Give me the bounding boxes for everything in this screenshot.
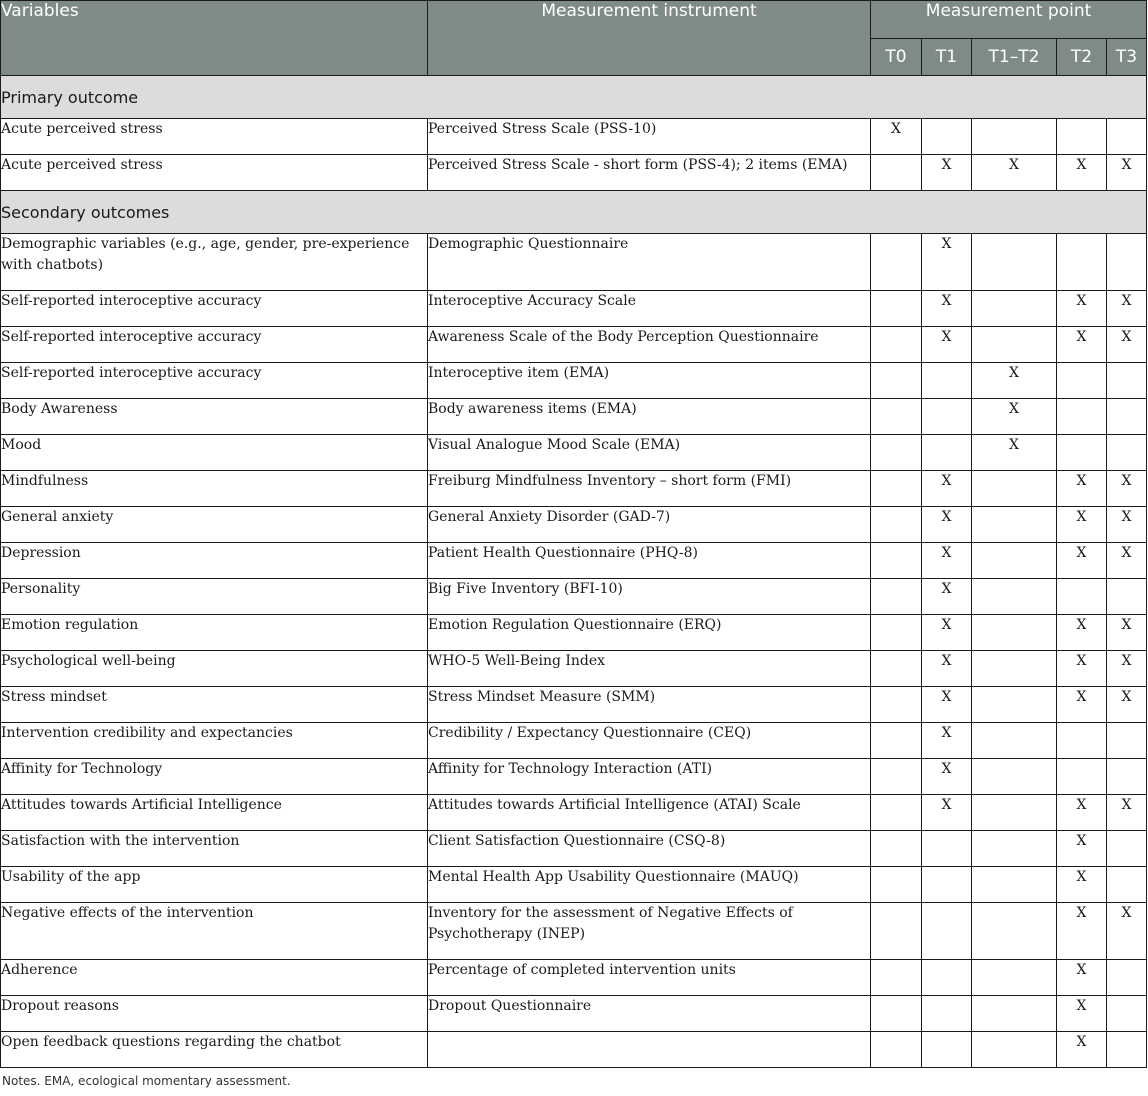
measurement-mark: X — [1107, 507, 1147, 543]
table-row — [1, 867, 1147, 903]
measurement-mark — [922, 903, 972, 960]
measurement-mark — [972, 795, 1057, 831]
instrument-cell: Emotion Regulation Questionnaire (ERQ) — [428, 615, 871, 651]
measurement-mark — [1057, 723, 1107, 759]
variable-cell: Self-reported interoceptive accuracy — [1, 291, 428, 327]
header-measurement-point: Measurement point — [871, 1, 1147, 39]
instrument-cell: Attitudes towards Artificial Intelligence (ATAI) Scale — [428, 795, 871, 831]
table-body — [1, 76, 1147, 1068]
measurement-mark — [871, 651, 922, 687]
measurement-mark — [972, 327, 1057, 363]
instrument-cell: Client Satisfaction Questionnaire (CSQ-8) — [428, 831, 871, 867]
measurement-mark: X — [1057, 615, 1107, 651]
table-note: Notes. EMA, ecological momentary assessment. — [2, 1074, 291, 1088]
measurement-mark — [972, 723, 1057, 759]
measurement-mark — [871, 831, 922, 867]
measurement-mark: X — [922, 471, 972, 507]
variable-cell: Affinity for Technology — [1, 759, 428, 795]
measurement-mark — [871, 471, 922, 507]
measurement-mark — [1107, 363, 1147, 399]
measurement-mark — [871, 234, 922, 291]
header-point-t2: T2 — [1057, 39, 1107, 76]
measurement-mark: X — [1057, 831, 1107, 867]
header-instrument: Measurement instrument — [428, 1, 871, 76]
measurement-mark: X — [1057, 960, 1107, 996]
measurement-mark — [871, 579, 922, 615]
measurement-mark: X — [1107, 543, 1147, 579]
measurement-mark: X — [1107, 651, 1147, 687]
measurement-mark: X — [1107, 155, 1147, 191]
measurement-mark — [871, 435, 922, 471]
measurement-mark: X — [1107, 471, 1147, 507]
measurement-mark — [871, 291, 922, 327]
measurement-mark — [972, 543, 1057, 579]
instrument-cell: Interoceptive item (EMA) — [428, 363, 871, 399]
variable-cell: Adherence — [1, 960, 428, 996]
measurement-mark — [871, 795, 922, 831]
measurement-mark — [922, 831, 972, 867]
table-row — [1, 234, 1147, 291]
variable-cell: Personality — [1, 579, 428, 615]
measurement-mark — [1107, 234, 1147, 291]
measurement-mark — [1107, 1032, 1147, 1068]
measurement-mark: X — [922, 759, 972, 795]
instrument-cell: WHO-5 Well-Being Index — [428, 651, 871, 687]
measurement-mark — [922, 363, 972, 399]
measurement-mark — [972, 615, 1057, 651]
instrument-cell: Perceived Stress Scale - short form (PSS-4); 2 items (EMA) — [428, 155, 871, 191]
table-row — [1, 471, 1147, 507]
measurement-mark — [871, 507, 922, 543]
table-row — [1, 155, 1147, 191]
table-row — [1, 759, 1147, 795]
table-row — [1, 543, 1147, 579]
table-row — [1, 903, 1147, 960]
measurement-mark — [1107, 399, 1147, 435]
table-row — [1, 831, 1147, 867]
measurement-mark — [972, 831, 1057, 867]
measurement-mark — [1107, 831, 1147, 867]
instrument-cell: Visual Analogue Mood Scale (EMA) — [428, 435, 871, 471]
measurement-mark — [922, 435, 972, 471]
measurement-mark — [972, 687, 1057, 723]
measurement-mark: X — [1057, 471, 1107, 507]
measurement-mark: X — [1057, 543, 1107, 579]
measurement-mark — [871, 399, 922, 435]
table-row — [1, 795, 1147, 831]
measurement-mark — [972, 579, 1057, 615]
variable-cell: Dropout reasons — [1, 996, 428, 1032]
measurement-mark — [1107, 960, 1147, 996]
variable-cell: Depression — [1, 543, 428, 579]
measurement-mark: X — [1057, 327, 1107, 363]
measurement-mark: X — [922, 543, 972, 579]
header-variables: Variables — [1, 1, 428, 76]
measurement-mark — [1107, 579, 1147, 615]
measurement-mark: X — [972, 399, 1057, 435]
variable-cell: General anxiety — [1, 507, 428, 543]
section-title: Secondary outcomes — [1, 191, 1147, 234]
measurement-mark — [972, 996, 1057, 1032]
variable-cell: Intervention credibility and expectancies — [1, 723, 428, 759]
measurement-mark: X — [922, 687, 972, 723]
measurement-mark: X — [922, 327, 972, 363]
measurement-mark: X — [1107, 795, 1147, 831]
table-row — [1, 687, 1147, 723]
measurement-mark — [1057, 234, 1107, 291]
instrument-cell: Mental Health App Usability Questionnaire (MAUQ) — [428, 867, 871, 903]
table-row — [1, 507, 1147, 543]
measurement-mark — [871, 903, 922, 960]
variable-cell: Demographic variables (e.g., age, gender, pre-experience with chatbots) — [1, 234, 428, 291]
measurement-mark — [871, 1032, 922, 1068]
instrument-cell: Patient Health Questionnaire (PHQ-8) — [428, 543, 871, 579]
instrument-cell: Freiburg Mindfulness Inventory – short form (FMI) — [428, 471, 871, 507]
table-row — [1, 1032, 1147, 1068]
variable-cell: Mood — [1, 435, 428, 471]
table-row — [1, 723, 1147, 759]
measurement-mark — [871, 615, 922, 651]
measurement-mark — [1057, 363, 1107, 399]
measurement-mark: X — [922, 651, 972, 687]
measurement-mark — [871, 960, 922, 996]
measurement-mark — [972, 291, 1057, 327]
measurement-mark — [871, 996, 922, 1032]
variable-cell: Self-reported interoceptive accuracy — [1, 327, 428, 363]
variable-cell: Usability of the app — [1, 867, 428, 903]
measurement-mark: X — [1107, 615, 1147, 651]
measurement-mark — [871, 155, 922, 191]
instrument-cell: Awareness Scale of the Body Perception Questionnaire — [428, 327, 871, 363]
measurement-mark — [972, 507, 1057, 543]
measurement-mark: X — [922, 155, 972, 191]
table-row — [1, 363, 1147, 399]
measurement-mark: X — [922, 291, 972, 327]
variable-cell: Attitudes towards Artificial Intelligence — [1, 795, 428, 831]
variable-cell: Psychological well-being — [1, 651, 428, 687]
measurement-mark — [871, 759, 922, 795]
measurement-mark: X — [1057, 867, 1107, 903]
table-row — [1, 996, 1147, 1032]
instrument-cell: General Anxiety Disorder (GAD-7) — [428, 507, 871, 543]
header-point-t1-t2: T1–T2 — [972, 39, 1057, 76]
measurement-mark: X — [1057, 903, 1107, 960]
measurement-mark: X — [972, 363, 1057, 399]
instrument-cell: Inventory for the assessment of Negative Effects of Psychotherapy (INEP) — [428, 903, 871, 960]
table-row — [1, 119, 1147, 155]
instrument-cell: Dropout Questionnaire — [428, 996, 871, 1032]
measurement-mark — [972, 759, 1057, 795]
measurement-mark — [1057, 435, 1107, 471]
variable-cell: Self-reported interoceptive accuracy — [1, 363, 428, 399]
measurement-mark — [972, 1032, 1057, 1068]
measurement-mark: X — [1107, 327, 1147, 363]
instrument-cell: Body awareness items (EMA) — [428, 399, 871, 435]
measurement-mark: X — [922, 615, 972, 651]
instrument-cell: Credibility / Expectancy Questionnaire (CEQ) — [428, 723, 871, 759]
measurement-mark — [922, 119, 972, 155]
section-row — [1, 191, 1147, 234]
measurement-mark — [1057, 579, 1107, 615]
measurement-mark: X — [1057, 795, 1107, 831]
section-title: Primary outcome — [1, 76, 1147, 119]
measurement-mark: X — [1107, 687, 1147, 723]
measurement-mark: X — [871, 119, 922, 155]
measurement-mark — [871, 687, 922, 723]
variable-cell: Mindfulness — [1, 471, 428, 507]
measurement-mark: X — [922, 723, 972, 759]
table-row — [1, 291, 1147, 327]
measurement-mark: X — [922, 507, 972, 543]
measurement-mark — [922, 867, 972, 903]
variable-cell: Emotion regulation — [1, 615, 428, 651]
measurement-mark: X — [972, 435, 1057, 471]
measurement-mark: X — [1107, 903, 1147, 960]
instrument-cell: Interoceptive Accuracy Scale — [428, 291, 871, 327]
measurement-mark: X — [1057, 507, 1107, 543]
variable-cell: Satisfaction with the intervention — [1, 831, 428, 867]
measurement-mark: X — [922, 795, 972, 831]
measurement-mark — [1107, 759, 1147, 795]
measurement-mark: X — [1107, 291, 1147, 327]
instrument-cell: Percentage of completed intervention units — [428, 960, 871, 996]
measurement-mark — [871, 543, 922, 579]
header-point-t0: T0 — [871, 39, 922, 76]
measurement-mark — [972, 119, 1057, 155]
measurement-mark — [871, 867, 922, 903]
measurement-mark — [922, 399, 972, 435]
measurement-mark: X — [1057, 687, 1107, 723]
section-row — [1, 76, 1147, 119]
measurement-mark — [1057, 759, 1107, 795]
measurement-mark: X — [1057, 1032, 1107, 1068]
measurement-mark — [922, 960, 972, 996]
measurement-mark — [972, 903, 1057, 960]
variable-cell: Acute perceived stress — [1, 119, 428, 155]
measurement-mark: X — [1057, 651, 1107, 687]
measurement-mark — [972, 234, 1057, 291]
measurement-mark — [1107, 435, 1147, 471]
variable-cell: Negative effects of the intervention — [1, 903, 428, 960]
variable-cell: Open feedback questions regarding the chatbot — [1, 1032, 428, 1068]
table-row — [1, 327, 1147, 363]
measurement-mark — [922, 996, 972, 1032]
measurement-mark — [871, 327, 922, 363]
measurement-mark: X — [1057, 291, 1107, 327]
header-point-t3: T3 — [1107, 39, 1147, 76]
measurement-mark — [972, 867, 1057, 903]
measurement-mark — [1057, 399, 1107, 435]
measurement-mark — [1057, 119, 1107, 155]
measurement-mark — [972, 651, 1057, 687]
measurement-mark — [1107, 867, 1147, 903]
measurement-mark — [1107, 723, 1147, 759]
table-row — [1, 615, 1147, 651]
instrument-cell: Big Five Inventory (BFI-10) — [428, 579, 871, 615]
table-row — [1, 960, 1147, 996]
measurement-mark: X — [922, 234, 972, 291]
table-row — [1, 435, 1147, 471]
measurement-mark: X — [972, 155, 1057, 191]
variable-cell: Body Awareness — [1, 399, 428, 435]
measurement-mark: X — [1057, 155, 1107, 191]
instrument-cell: Affinity for Technology Interaction (ATI) — [428, 759, 871, 795]
measurement-mark — [871, 723, 922, 759]
measurement-mark — [972, 960, 1057, 996]
measurement-mark — [972, 471, 1057, 507]
header-point-t1: T1 — [922, 39, 972, 76]
measurement-mark — [1107, 119, 1147, 155]
measurement-mark — [871, 363, 922, 399]
variable-cell: Acute perceived stress — [1, 155, 428, 191]
instrument-cell — [428, 1032, 871, 1068]
measurement-mark: X — [1057, 996, 1107, 1032]
instrument-cell: Stress Mindset Measure (SMM) — [428, 687, 871, 723]
variable-cell: Stress mindset — [1, 687, 428, 723]
table-row — [1, 399, 1147, 435]
instrument-cell: Perceived Stress Scale (PSS-10) — [428, 119, 871, 155]
table-row — [1, 579, 1147, 615]
table-row — [1, 651, 1147, 687]
measurement-mark — [922, 1032, 972, 1068]
instrument-cell: Demographic Questionnaire — [428, 234, 871, 291]
measurement-mark — [1107, 996, 1147, 1032]
measurement-mark: X — [922, 579, 972, 615]
